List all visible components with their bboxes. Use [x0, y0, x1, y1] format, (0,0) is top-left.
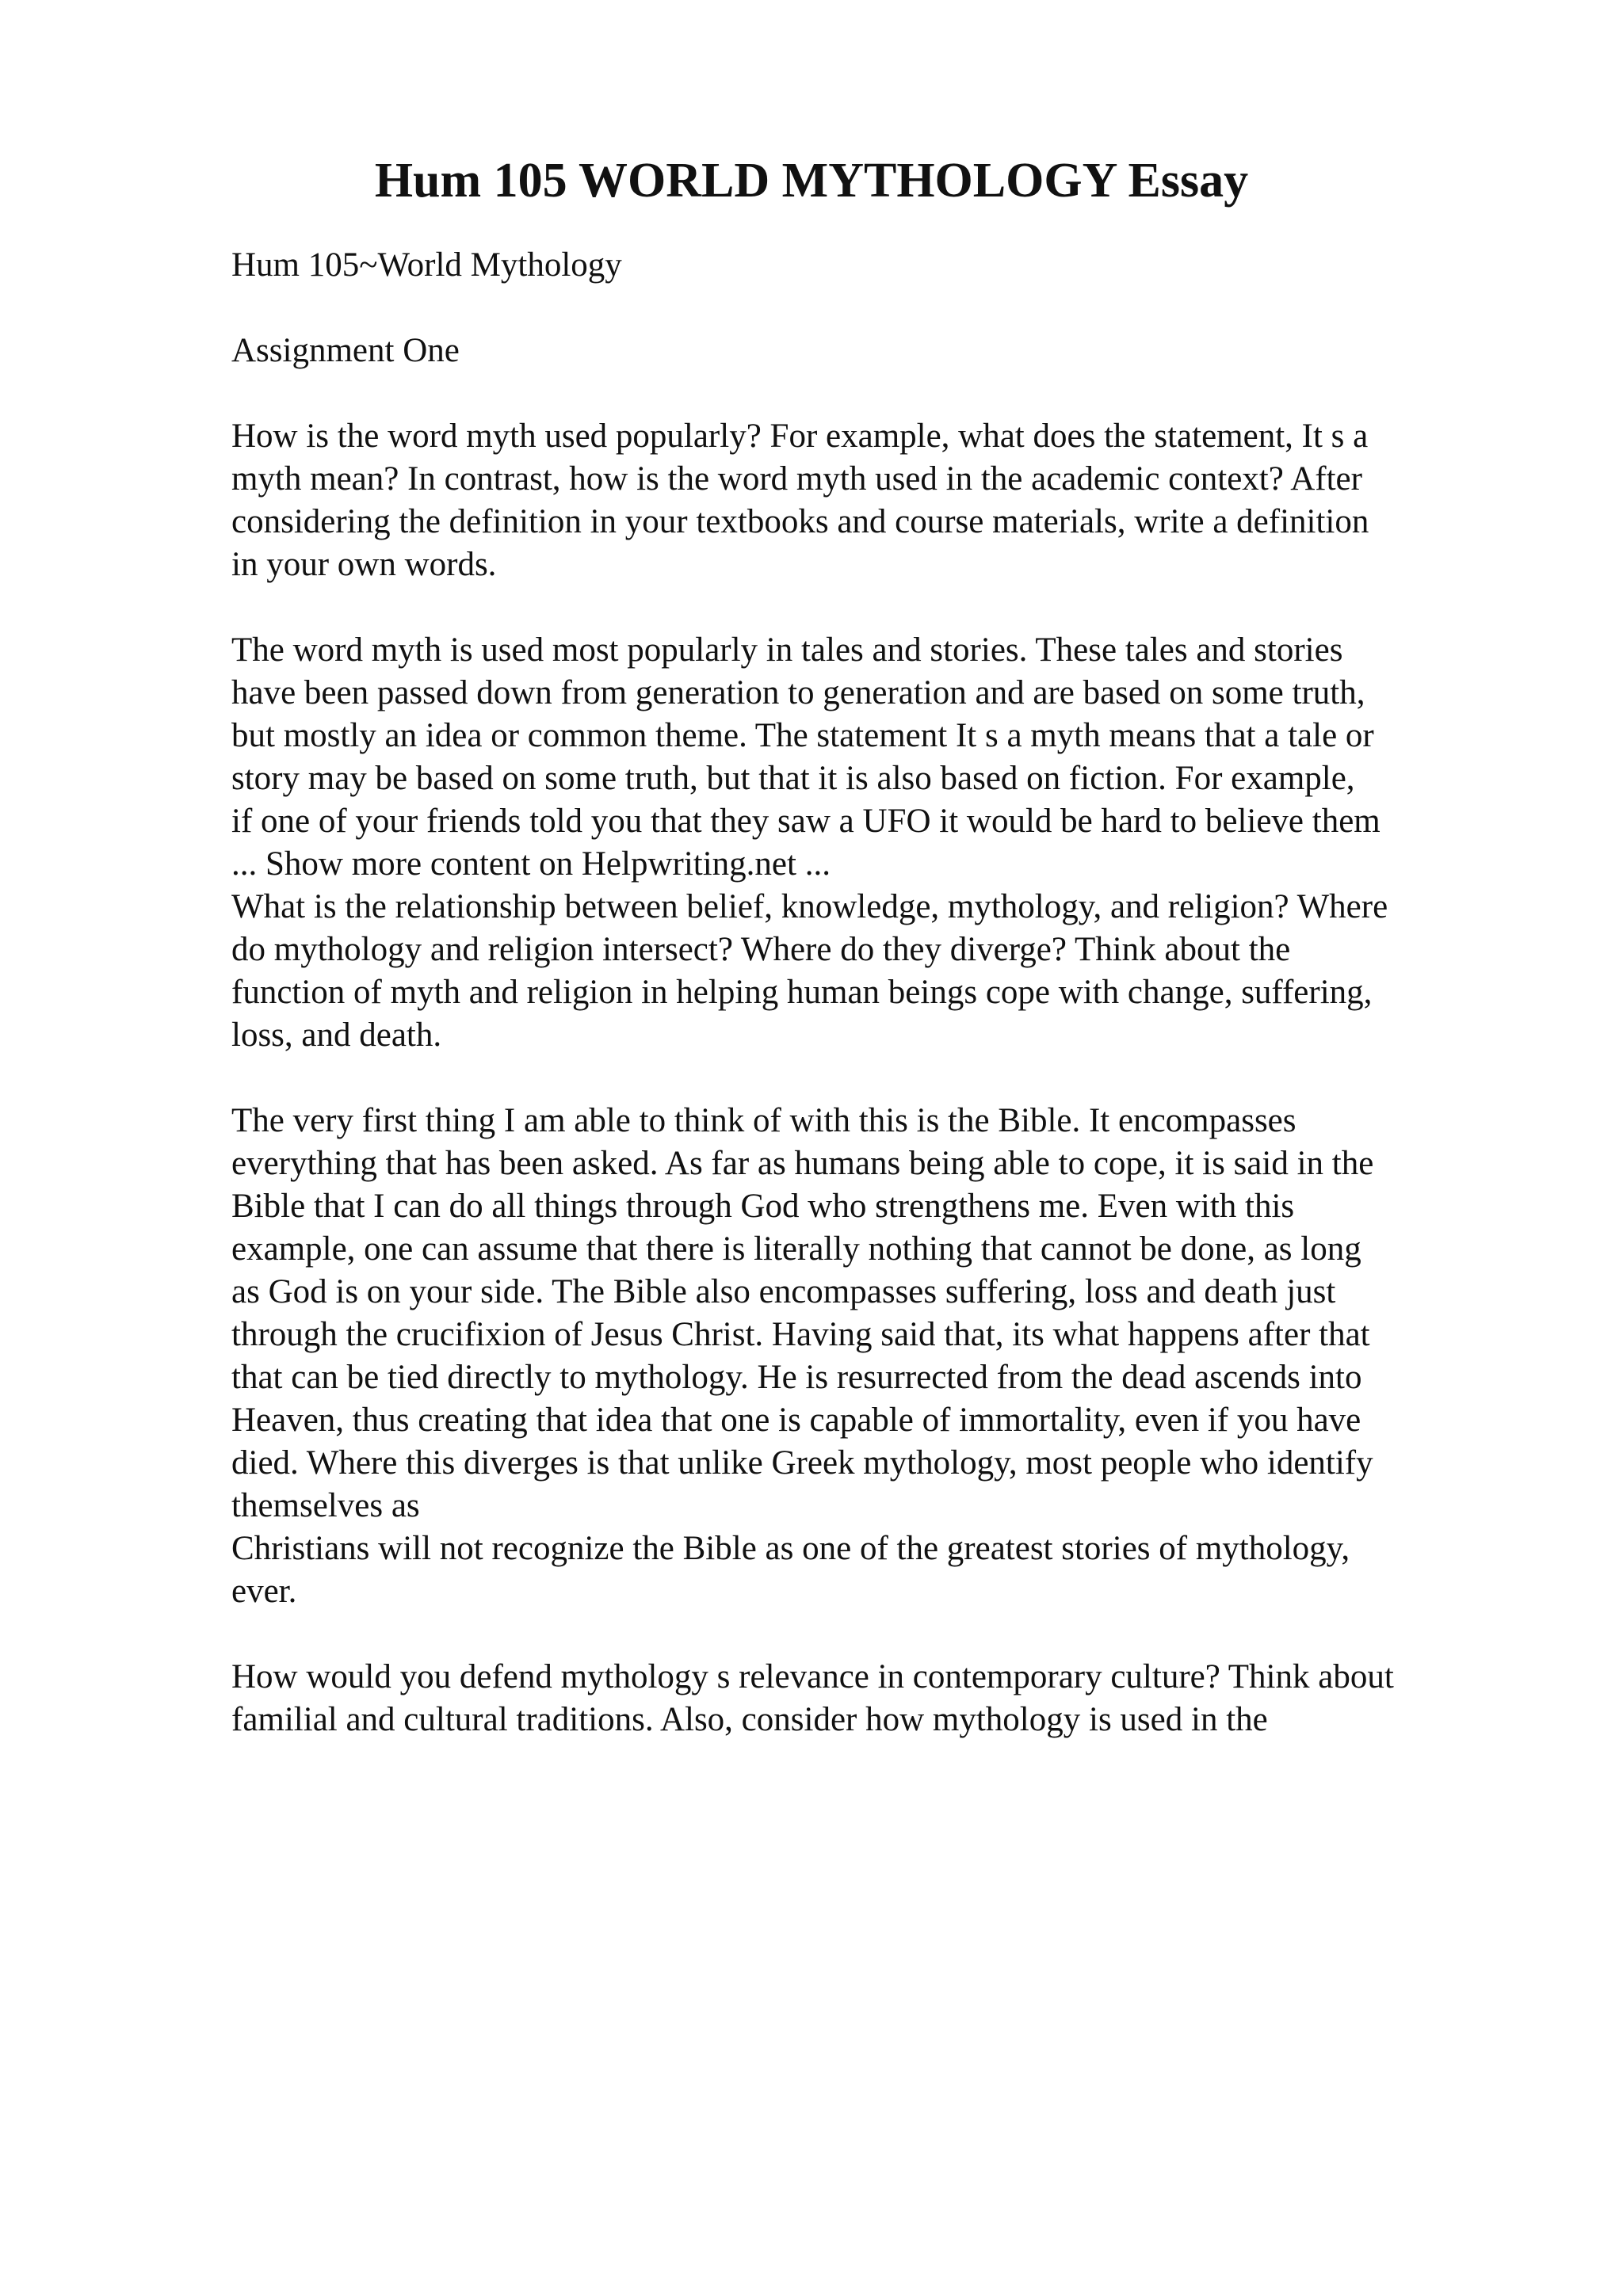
paragraph-gap [231, 372, 1515, 415]
document-body [231, 244, 1515, 1741]
answer-two-part-b: Christians will not recognize the Bible as one of the greatest stories of mythology, ever. [231, 1530, 1350, 1610]
assignment-line: Assignment One [231, 332, 460, 369]
paragraph-gap [231, 1057, 1515, 1100]
paragraph-gap [231, 287, 1515, 330]
answer-two-part-a: The very first thing I am able to think of with this is the Bible. It encompasses everything that has been asked. As far as humans being able to cope, it is said in the Bible that I can do all things through God who strengthens me. Even with this example, one can assume that there is literally nothing that cannot be done, as long as God is on your side. The Bible also encompasses suffering, loss and death just through the crucifixion of Jesus Christ. Having said that, its what happens after that that can be tied directly to mythology. He is resurrected from the dead ascends into Heaven, thus creating that idea that one is capable of immortality, even if you have died. Where this diverges is that unlike Greek mythology, most people who identify themselves as [231, 1102, 1374, 1524]
course-line: Hum 105~World Mythology [231, 246, 622, 284]
answer-one: The word myth is used most popularly in tales and stories. These tales and stories have been passed down from generation to generation and are based on some truth, but mostly an idea or common theme. The statement It s a myth means that a tale or story may be based on some truth, but that it is also based on fiction. For example, if one of your friends told you that they saw a UFO it would be hard to believe them [231, 631, 1381, 840]
paragraph-gap [231, 1613, 1515, 1656]
question-three: How would you defend mythology s relevance in contemporary culture? Think about familial and cultural traditions. Also, consider how mythology is used in the [231, 1658, 1394, 1738]
question-one: How is the word myth used popularly? For example, what does the statement, It s a myth mean? In contrast, how is the word myth used in the academic context? After considering the definition in your textbooks and course materials, write a definition in your own words. [231, 418, 1369, 583]
show-more-link[interactable]: ... Show more content on Helpwriting.net ... [231, 845, 831, 883]
document-title: Hum 105 WORLD MYTHOLOGY Essay [374, 154, 1249, 208]
paragraph-gap [231, 586, 1515, 629]
question-two: What is the relationship between belief, knowledge, mythology, and religion? Where do mythology and religion intersect? Where do they diverge? Think about the function of myth and religion in helping human beings cope with change, suffering, loss, and death. [231, 888, 1388, 1054]
